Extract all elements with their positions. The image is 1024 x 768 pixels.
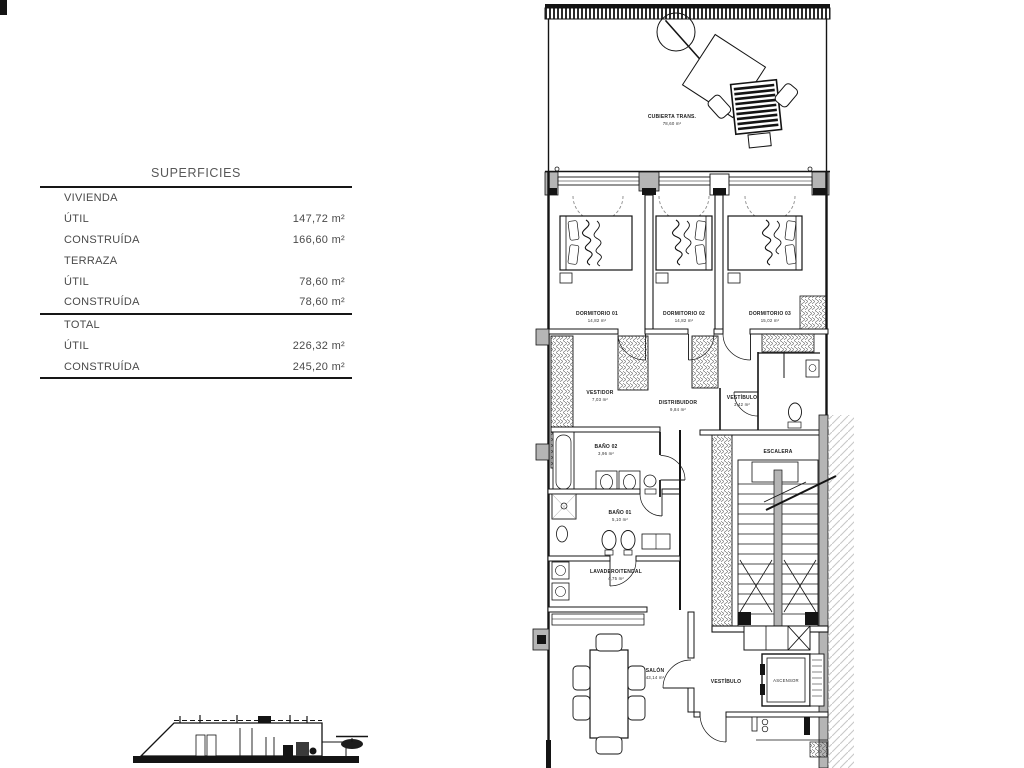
surfaces-row bbox=[40, 292, 352, 313]
wardrobe-hatch bbox=[618, 336, 648, 390]
surfaces-row-label: ÚTIL bbox=[64, 275, 90, 288]
label-salon: SALÓN bbox=[645, 668, 665, 674]
living-zone bbox=[546, 612, 828, 768]
surfaces-table bbox=[40, 166, 352, 379]
washer bbox=[552, 562, 569, 579]
surfaces-row-value: 147,72 m² bbox=[292, 213, 345, 226]
label-ascensor: ASCENSOR bbox=[773, 678, 799, 683]
sink bbox=[621, 531, 635, 550]
label-lavadero-area: 4,75 m² bbox=[608, 576, 624, 581]
surfaces-row-value: 226,32 m² bbox=[292, 339, 345, 352]
sheet-corner-mark bbox=[0, 0, 7, 15]
surfaces-row-value: 166,60 m² bbox=[292, 233, 345, 246]
ground-line bbox=[133, 756, 359, 763]
label-dormitorio-1: DORMITORIO 01 bbox=[576, 311, 618, 317]
chimney bbox=[258, 716, 271, 723]
label-vestidor: VESTIDOR bbox=[586, 390, 614, 396]
label-dormitorio-2-area: 14,82 m² bbox=[674, 318, 694, 323]
surfaces-row bbox=[40, 271, 352, 292]
shower bbox=[552, 494, 576, 519]
label-dormitorio-3-area: 15,02 m² bbox=[760, 318, 780, 323]
elevator bbox=[760, 654, 824, 706]
neighbour-hatch bbox=[828, 415, 854, 768]
surfaces-row-label: VIVIENDA bbox=[64, 192, 118, 205]
surfaces-row-label: CONSTRUÍDA bbox=[64, 233, 140, 246]
surfaces-title: SUPERFICIES bbox=[151, 166, 241, 180]
label-bano-01: BAÑO 01 bbox=[608, 510, 632, 516]
label-vestibulo-upper-area: 3,42 m² bbox=[734, 402, 750, 407]
toilet bbox=[557, 526, 568, 542]
dryer bbox=[552, 583, 569, 600]
surfaces-row bbox=[40, 230, 352, 251]
surfaces-row bbox=[40, 250, 352, 271]
label-dormitorio-1-area: 14,82 m² bbox=[587, 318, 607, 323]
terrace-zone bbox=[545, 4, 830, 171]
surfaces-row-label: TERRAZA bbox=[64, 254, 118, 267]
label-bano-01-area: 5,10 m² bbox=[612, 517, 628, 522]
surfaces-row-label: CONSTRUÍDA bbox=[64, 360, 140, 373]
surfaces-row bbox=[40, 209, 352, 230]
window bbox=[729, 177, 812, 185]
section-door bbox=[196, 735, 205, 756]
elevator-shaft bbox=[810, 654, 824, 706]
surfaces-row bbox=[40, 188, 352, 209]
label-bano-02-area: 3,96 m² bbox=[598, 451, 614, 456]
wardrobe-hatch bbox=[692, 336, 718, 388]
surfaces-row-label: ÚTIL bbox=[64, 339, 90, 352]
section-outline bbox=[141, 723, 322, 756]
section-door bbox=[207, 735, 216, 756]
window bbox=[659, 177, 710, 185]
surfaces-row-value: 78,60 m² bbox=[299, 296, 345, 309]
label-lavadero: LAVADERO/TENDAL bbox=[590, 569, 642, 575]
toilet bbox=[644, 475, 656, 487]
toilet bbox=[789, 403, 802, 421]
label-bano-02: BAÑO 02 bbox=[594, 444, 618, 450]
bed bbox=[728, 216, 802, 283]
surfaces-row bbox=[40, 336, 352, 357]
label-distribuidor: DISTRIBUIDOR bbox=[658, 400, 698, 406]
label-dormitorio-3: DORMITORIO 03 bbox=[749, 311, 791, 317]
staircase bbox=[712, 435, 836, 632]
stair-wall-hatch bbox=[712, 435, 732, 631]
sink bbox=[602, 531, 616, 550]
surfaces-row-label: ÚTIL bbox=[64, 213, 90, 226]
sideboard bbox=[552, 614, 644, 625]
surfaces-row-value: 78,60 m² bbox=[299, 275, 345, 288]
sink bbox=[806, 360, 819, 377]
building-section-drawing bbox=[125, 690, 375, 768]
label-cubierta: CUBIERTA TRANS. bbox=[647, 114, 697, 120]
section-drawing bbox=[133, 715, 368, 763]
label-salon-area: 43,14 m² bbox=[645, 675, 665, 680]
surfaces-row bbox=[40, 356, 352, 377]
label-vestidor-area: 7,03 m² bbox=[592, 397, 608, 402]
label-vestibulo-lower: VESTÍBULO bbox=[710, 679, 742, 685]
label-cubierta-area: 78,60 m² bbox=[662, 121, 682, 126]
surfaces-row bbox=[40, 315, 352, 336]
window bbox=[558, 177, 639, 185]
closet-hatch bbox=[800, 296, 826, 334]
bathroom-3 bbox=[758, 334, 820, 428]
dining-table bbox=[573, 634, 645, 754]
surfaces-row-label: TOTAL bbox=[64, 319, 100, 332]
bed bbox=[656, 216, 712, 283]
label-distribuidor-area: 9,84 m² bbox=[670, 407, 686, 412]
bathroom-2 bbox=[551, 427, 685, 497]
bed bbox=[560, 216, 632, 283]
surfaces-row-value: 245,20 m² bbox=[292, 360, 345, 373]
closet-row bbox=[744, 626, 810, 650]
label-vestibulo-upper: VESTÍBULO bbox=[726, 395, 758, 401]
floor-plan-drawing bbox=[532, 0, 858, 768]
surfaces-row-label: CONSTRUÍDA bbox=[64, 296, 140, 309]
label-dormitorio-2: DORMITORIO 02 bbox=[663, 311, 705, 317]
sun-lounger bbox=[731, 80, 784, 149]
table-rule bbox=[40, 377, 352, 379]
label-escalera: ESCALERA bbox=[763, 449, 793, 455]
